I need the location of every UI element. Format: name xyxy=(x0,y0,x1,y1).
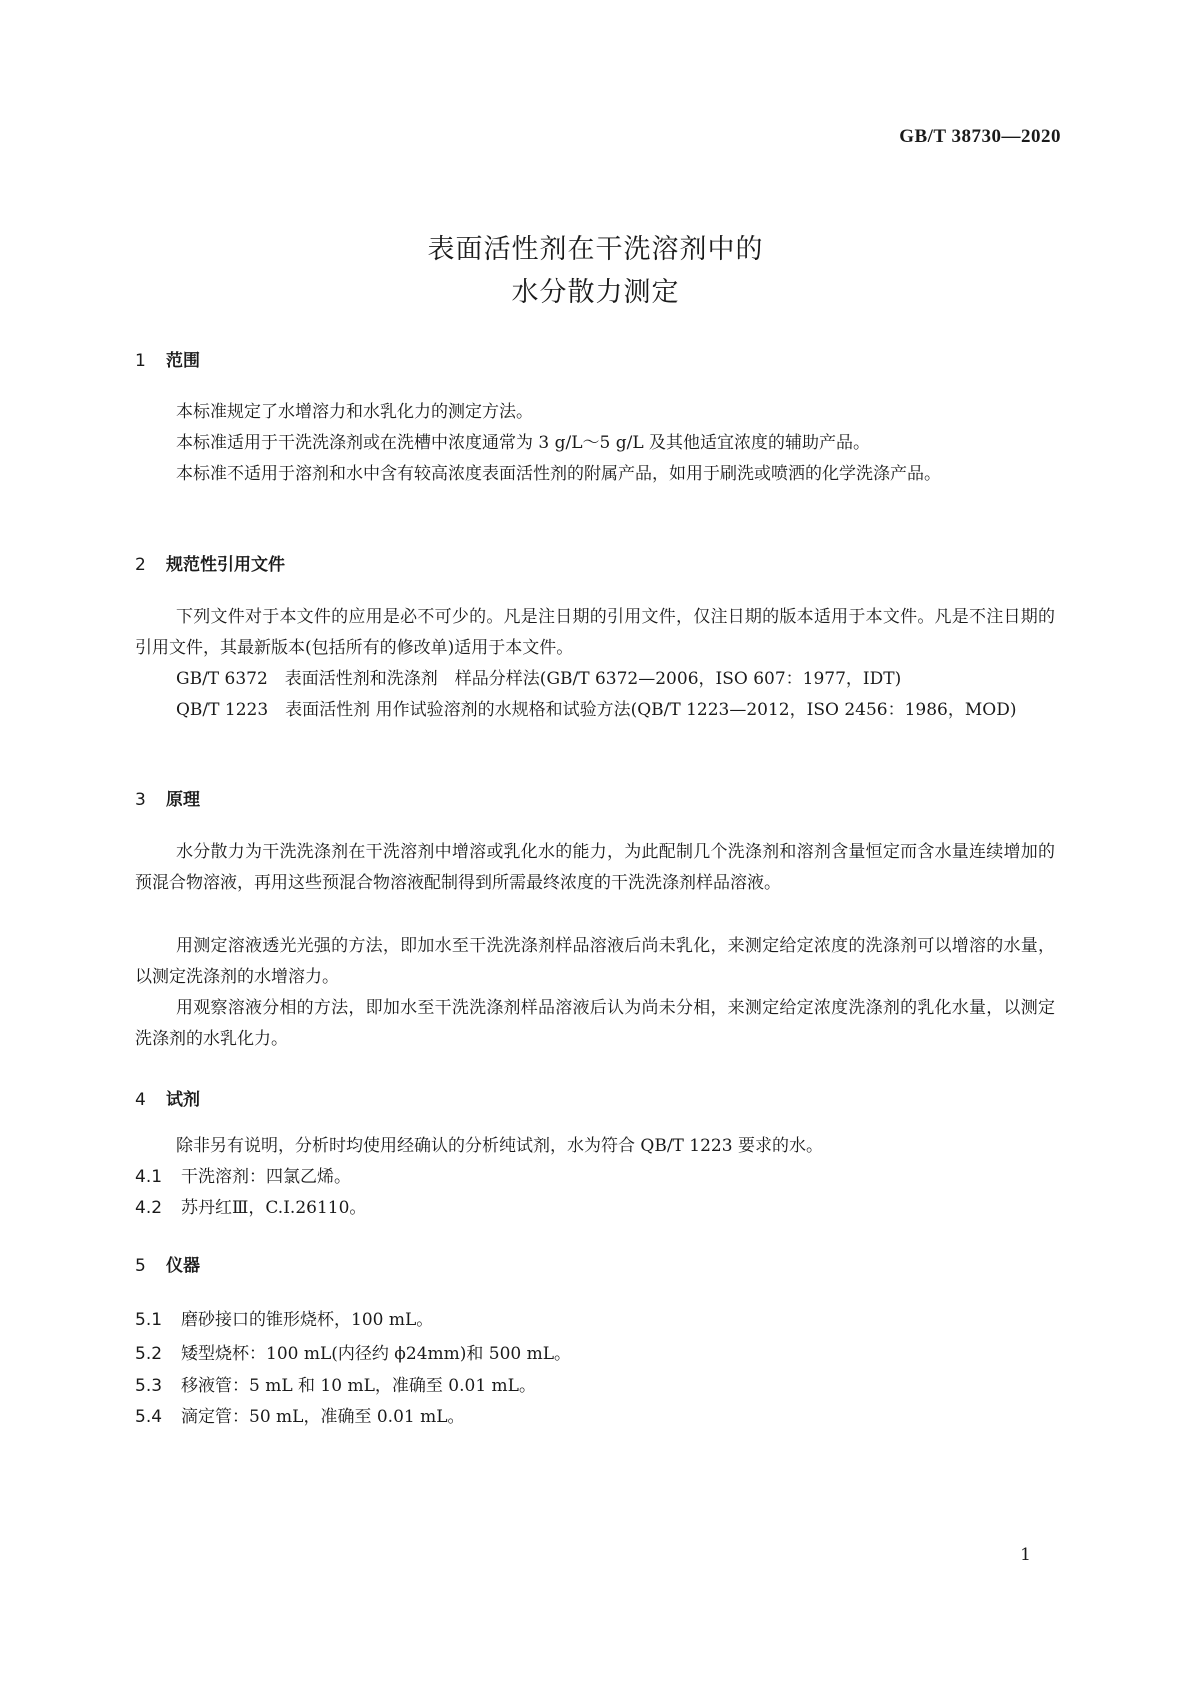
paragraph: 用观察溶液分相的方法，即加水至干洗洗涤剂样品溶液后认为尚未分相，来测定给定浓度洗涤剂的乳化水量，以测定洗涤剂的水乳化力。 xyxy=(135,998,1055,1049)
paragraph: 除非另有说明，分析时均使用经确认的分析纯试剂，水为符合 QB/T 1223 要求的水。 xyxy=(176,1136,823,1156)
paragraph: 用测定溶液透光光强的方法，即加水至干洗洗涤剂样品溶液后尚未乳化，来测定给定浓度的洗涤剂可以增溶的水量，以测定洗涤剂的水增溶力。 xyxy=(135,936,1055,987)
item-text: 矮型烧杯：100 mL(内径约 ϕ24mm)和 500 mL。 xyxy=(181,1344,572,1364)
list-item xyxy=(135,1339,1055,1370)
section-title: 规范性引用文件 xyxy=(166,555,285,575)
item-text: 干洗溶剂：四氯乙烯。 xyxy=(181,1167,351,1187)
section-heading-apparatus xyxy=(135,1251,200,1276)
section-title: 试剂 xyxy=(166,1090,200,1110)
list-item xyxy=(135,1162,1055,1193)
list-item xyxy=(135,1402,1055,1433)
item-text: 苏丹红Ⅲ，C.I.26110。 xyxy=(181,1198,367,1218)
section-title: 范围 xyxy=(166,351,200,371)
standard-code: GB/T 38730—2020 xyxy=(899,126,1061,147)
item-number: 5.3 xyxy=(135,1376,163,1396)
item-number: 5.1 xyxy=(135,1310,163,1330)
section-number: 3 xyxy=(135,790,146,810)
paragraph: 本标准不适用于溶剂和水中含有较高浓度表面活性剂的附属产品，如用于刷洗或喷洒的化学洗涤产品。 xyxy=(176,464,941,484)
document-title xyxy=(0,228,1191,314)
item-number: 5.2 xyxy=(135,1344,163,1364)
section-title: 仪器 xyxy=(166,1256,200,1276)
paragraph: 下列文件对于本文件的应用是必不可少的。凡是注日期的引用文件，仅注日期的版本适用于本文件。凡是不注日期的引用文件，其最新版本(包括所有的修改单)适用于本文件。 xyxy=(135,607,1055,658)
section-heading-scope xyxy=(135,346,200,371)
section-number: 1 xyxy=(135,351,146,371)
section-number: 5 xyxy=(135,1256,146,1276)
item-number: 4.2 xyxy=(135,1198,163,1218)
item-text: 磨砂接口的锥形烧杯，100 mL。 xyxy=(181,1310,434,1330)
reference-item: GB/T 6372 表面活性剂和洗涤剂 样品分样法(GB/T 6372—2006，ISO 607：1977，IDT) xyxy=(176,669,902,689)
section-number: 4 xyxy=(135,1090,146,1110)
list-item xyxy=(135,1193,1055,1224)
list-item xyxy=(135,1305,1055,1336)
section-heading-reagents xyxy=(135,1085,200,1110)
paragraph: 水分散力为干洗洗涤剂在干洗溶剂中增溶或乳化水的能力，为此配制几个洗涤剂和溶剂含量恒定而含水量连续增加的预混合物溶液，再用这些预混合物溶液配制得到所需最终浓度的干洗洗涤剂样品溶液。 xyxy=(135,842,1055,893)
section-title: 原理 xyxy=(166,790,200,810)
title-line-2: 水分散力测定 xyxy=(511,277,680,308)
reference-item: QB/T 1223 表面活性剂 用作试验溶剂的水规格和试验方法(QB/T 1223—2012，ISO 2456：1986，MOD) xyxy=(176,700,1017,720)
section-number: 2 xyxy=(135,555,146,575)
list-item xyxy=(135,1371,1055,1402)
paragraph: 本标准规定了水增溶力和水乳化力的测定方法。 xyxy=(176,402,533,422)
item-text: 移液管：5 mL 和 10 mL，准确至 0.01 mL。 xyxy=(181,1376,536,1396)
paragraph: 本标准适用于干洗洗涤剂或在洗槽中浓度通常为 3 g/L～5 g/L 及其他适宜浓度的辅助产品。 xyxy=(176,433,871,453)
item-number: 5.4 xyxy=(135,1407,163,1427)
page-number: 1 xyxy=(1020,1545,1031,1565)
title-line-1: 表面活性剂在干洗溶剂中的 xyxy=(427,234,764,265)
section-heading-principle xyxy=(135,785,200,810)
item-number: 4.1 xyxy=(135,1167,163,1187)
section-heading-normative-references xyxy=(135,550,285,575)
item-text: 滴定管：50 mL，准确至 0.01 mL。 xyxy=(181,1407,465,1427)
